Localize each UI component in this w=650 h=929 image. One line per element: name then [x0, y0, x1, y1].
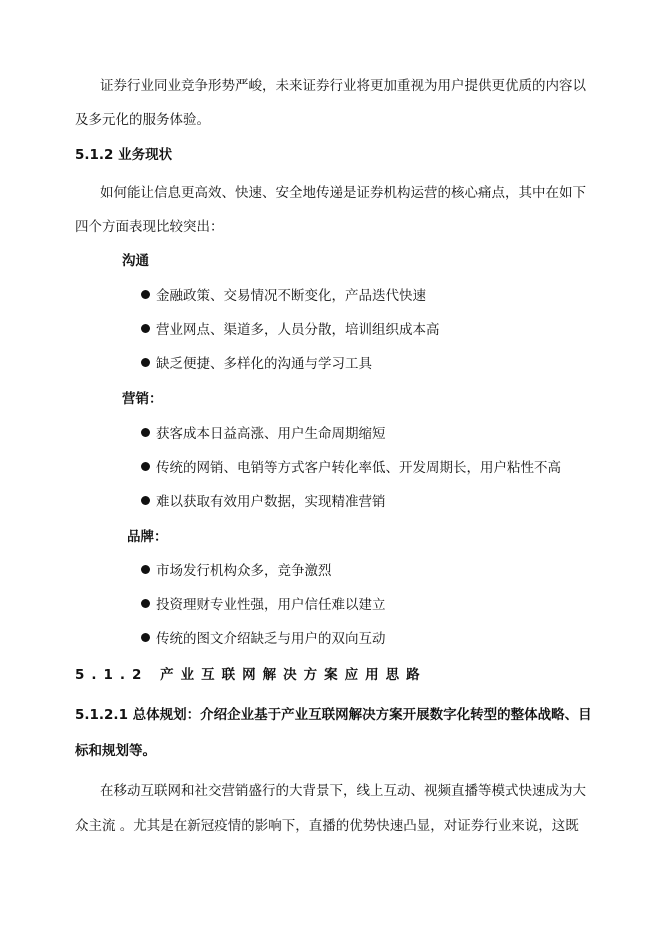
section-heading-5-1-2-solution: 5.1.2 产业互联网解决方案应用思路	[75, 667, 427, 683]
bullet-icon	[141, 599, 150, 608]
bullet-icon	[141, 462, 150, 471]
bullet-icon	[141, 290, 150, 299]
section-512-text-line-1: 如何能让信息更高效、快速、安全地传递是证券机构运营的核心痛点，其中在如下	[100, 185, 586, 201]
list-item	[141, 492, 386, 512]
intro-text-line-1: 证券行业同业竞争形势严峻，未来证券行业将更加重视为用户提供更优质的内容以	[100, 78, 586, 94]
group-title-communication: 沟通	[122, 253, 149, 269]
list-item-text: 难以获取有效用户数据，实现精准营销	[156, 494, 386, 510]
list-item	[141, 286, 426, 306]
list-item-text: 获客成本日益高涨、用户生命周期缩短	[156, 426, 386, 442]
section-512-text-line-2: 四个方面表现比较突出：	[75, 219, 224, 235]
list-item	[141, 320, 440, 340]
list-item	[141, 458, 561, 478]
list-item	[141, 424, 386, 444]
bullet-icon	[141, 324, 150, 333]
list-item-text: 传统的图文介绍缺乏与用户的双向互动	[156, 631, 386, 647]
section-5121-text-line-2: 众主流 。尤其是在新冠疫情的影响下，直播的优势快速凸显，对证券行业来说，这既	[75, 818, 579, 834]
bullet-icon	[141, 565, 150, 574]
section-heading-5-1-2-1-line-1: 5.1.2.1 总体规划：介绍企业基于产业互联网解决方案开展数字化转型的整体战略、目	[75, 707, 592, 723]
list-item-text: 金融政策、交易情况不断变化，产品迭代快速	[156, 288, 426, 304]
section-heading-5-1-2-1-line-2: 标和规划等。	[75, 743, 156, 759]
bullet-icon	[141, 428, 150, 437]
section-5121-text-line-1: 在移动互联网和社交营销盛行的大背景下，线上互动、视频直播等模式快速成为大	[100, 783, 586, 799]
bullet-icon	[141, 358, 150, 367]
intro-text-line-2: 及多元化的服务体验。	[75, 112, 210, 128]
list-item	[141, 561, 332, 581]
list-item-text: 市场发行机构众多，竞争激烈	[156, 563, 332, 579]
group-title-marketing: 营销：	[122, 391, 163, 407]
section-heading-5-1-2: 5.1.2 业务现状	[75, 147, 173, 163]
list-item	[141, 629, 386, 649]
list-item-text: 投资理财专业性强，用户信任难以建立	[156, 597, 386, 613]
list-item-text: 传统的网销、电销等方式客户转化率低、开发周期长，用户粘性不高	[156, 460, 561, 476]
list-item-text: 营业网点、渠道多，人员分散，培训组织成本高	[156, 322, 440, 338]
bullet-icon	[141, 496, 150, 505]
group-title-brand: 品牌：	[127, 529, 168, 545]
bullet-icon	[141, 633, 150, 642]
list-item	[141, 595, 386, 615]
list-item	[141, 354, 372, 374]
list-item-text: 缺乏便捷、多样化的沟通与学习工具	[156, 356, 372, 372]
